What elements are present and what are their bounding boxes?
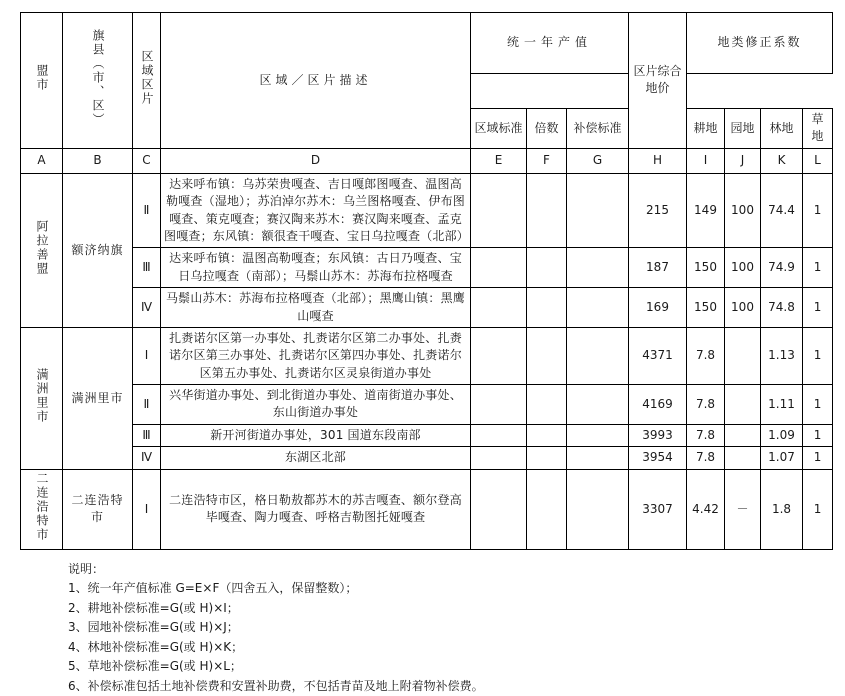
comprehensive-price-value: 169 (629, 288, 687, 328)
compensation-standard-value (567, 385, 629, 425)
zone-description: 扎赉诺尔区第一办事处、扎赉诺尔区第二办事处、扎赉诺尔区第三办事处、扎赉诺尔区第四办事处、扎赉诺尔区第五办事处、扎赉诺尔区灵泉街道办事处 (161, 327, 471, 384)
comprehensive-price-value: 187 (629, 248, 687, 288)
piece-code: Ⅰ (133, 469, 161, 549)
table-row (21, 173, 833, 248)
cultivated-coefficient: 7.8 (687, 327, 725, 384)
header-group-annual-output: 统一年产值 (471, 13, 629, 74)
forest-coefficient: 1.13 (761, 327, 803, 384)
table-row (21, 447, 833, 469)
forest-coefficient: 1.09 (761, 424, 803, 446)
header-forest-land: 林地 (761, 109, 803, 149)
multiplier-value (527, 288, 567, 328)
comprehensive-price-value: 3993 (629, 424, 687, 446)
table-row (21, 424, 833, 446)
garden-coefficient: 100 (725, 248, 761, 288)
cultivated-coefficient: 149 (687, 173, 725, 248)
forest-coefficient: 74.8 (761, 288, 803, 328)
grass-coefficient: 1 (803, 173, 833, 248)
header-multiplier: 倍数 (527, 109, 567, 149)
header-comprehensive-price: 区片综合地价 (629, 13, 687, 149)
city-alxa: 阿拉善盟 (21, 173, 63, 327)
letter-g: G (567, 148, 629, 173)
comprehensive-price-value: 3307 (629, 469, 687, 549)
note-item: 4、林地补偿标准=G(或 H)×K； (68, 639, 244, 654)
garden-coefficient (725, 424, 761, 446)
zone-description: 马鬃山苏木：苏海布拉格嘎查（北部）；黑鹰山镇：黑鹰山嘎查 (161, 288, 471, 328)
garden-coefficient (725, 327, 761, 384)
county-erenhot: 二连浩特市 (63, 469, 133, 549)
zone-description: 二连浩特市区，格日勒敖都苏木的苏吉嘎查、额尔登高毕嘎查、陶力嘎查、呼格吉勒图托娅嘎查 (161, 469, 471, 549)
compensation-standard-value (567, 469, 629, 549)
header-county: 旗县（市、区） (63, 13, 133, 149)
county-manzhouli: 满洲里市 (63, 327, 133, 469)
header-row-1 (21, 13, 833, 74)
garden-coefficient: 100 (725, 288, 761, 328)
letter-c: C (133, 148, 161, 173)
zone-standard-value (471, 327, 527, 384)
header-group-land-coefficient: 地类修正系数 (687, 13, 833, 74)
zone-description: 东湖区北部 (161, 447, 471, 469)
note-item: 1、统一年产值标准 G=E×F（四舍五入，保留整数）； (68, 581, 358, 596)
forest-coefficient: 1.07 (761, 447, 803, 469)
compensation-standard-value (567, 424, 629, 446)
cultivated-coefficient: 7.8 (687, 447, 725, 469)
piece-code: Ⅳ (133, 447, 161, 469)
header-cultivated-land: 耕地 (687, 109, 725, 149)
cultivated-coefficient: 150 (687, 288, 725, 328)
multiplier-value (527, 385, 567, 425)
city-manzhouli: 满洲里市 (21, 327, 63, 469)
letter-b: B (63, 148, 133, 173)
letter-h: H (629, 148, 687, 173)
forest-coefficient: 74.9 (761, 248, 803, 288)
comprehensive-price-value: 4169 (629, 385, 687, 425)
multiplier-value (527, 424, 567, 446)
compensation-standards-table (20, 12, 833, 550)
notes-title: 说明： (68, 562, 105, 577)
table-row (21, 385, 833, 425)
zone-standard-value (471, 469, 527, 549)
compensation-standard-value (567, 327, 629, 384)
garden-coefficient (725, 385, 761, 425)
garden-coefficient (725, 447, 761, 469)
table-row (21, 248, 833, 288)
letter-f: F (527, 148, 567, 173)
piece-code: Ⅰ (133, 327, 161, 384)
zone-standard-value (471, 288, 527, 328)
table-header (21, 13, 833, 174)
multiplier-value (527, 447, 567, 469)
comprehensive-price-value: 4371 (629, 327, 687, 384)
grass-coefficient: 1 (803, 288, 833, 328)
note-item: 5、草地补偿标准=G(或 H)×L； (68, 659, 242, 674)
header-zone-piece: 区域区片 (133, 13, 161, 149)
piece-code: Ⅳ (133, 288, 161, 328)
piece-code: Ⅲ (133, 424, 161, 446)
note-item: 2、耕地补偿标准=G(或 H)×I； (68, 600, 239, 615)
grass-coefficient: 1 (803, 447, 833, 469)
zone-description: 兴华街道办事处、到北街道办事处、道南街道办事处、东山街道办事处 (161, 385, 471, 425)
table-row (21, 288, 833, 328)
city-erenhot: 二连浩特市 (21, 469, 63, 549)
header-garden-land: 园地 (725, 109, 761, 149)
table-row (21, 469, 833, 549)
multiplier-value (527, 327, 567, 384)
zone-standard-value (471, 447, 527, 469)
piece-code: Ⅱ (133, 385, 161, 425)
letter-i: I (687, 148, 725, 173)
piece-code: Ⅲ (133, 248, 161, 288)
header-city: 盟市 (21, 13, 63, 149)
table-row (21, 327, 833, 384)
comprehensive-price-value: 215 (629, 173, 687, 248)
note-item: 3、园地补偿标准=G(或 H)×J； (68, 620, 239, 635)
cultivated-coefficient: 7.8 (687, 424, 725, 446)
notes-section (68, 560, 831, 696)
letter-a: A (21, 148, 63, 173)
multiplier-value (527, 248, 567, 288)
garden-coefficient: － (725, 469, 761, 549)
zone-standard-value (471, 424, 527, 446)
forest-coefficient: 1.11 (761, 385, 803, 425)
letter-l: L (803, 148, 833, 173)
header-zone-standard: 区域标准 (471, 109, 527, 149)
compensation-standard-value (567, 447, 629, 469)
zone-standard-value (471, 248, 527, 288)
forest-coefficient: 74.4 (761, 173, 803, 248)
header-compensation-standard: 补偿标准 (567, 109, 629, 149)
multiplier-value (527, 173, 567, 248)
zone-description: 达来呼布镇：温图高勒嘎查；东风镇：古日乃嘎查、宝日乌拉嘎查（南部）；马鬃山苏木：苏海布拉格嘎查 (161, 248, 471, 288)
piece-code: Ⅱ (133, 173, 161, 248)
letter-d: D (161, 148, 471, 173)
grass-coefficient: 1 (803, 248, 833, 288)
cultivated-coefficient: 150 (687, 248, 725, 288)
cultivated-coefficient: 7.8 (687, 385, 725, 425)
grass-coefficient: 1 (803, 424, 833, 446)
county-ejina: 额济纳旗 (63, 173, 133, 327)
zone-description: 达来呼布镇：乌苏荣贵嘎查、吉日嘎郎图嘎查、温图高勒嘎查（湿地）；苏泊淖尔苏木：乌兰图格嘎查、伊布图嘎查、策克嘎查；赛汉陶来苏木：赛汉陶来嘎查、孟克图嘎查；东风镇：额很查干嘎查、宝日乌拉嘎查（北部） (161, 173, 471, 248)
table-body (21, 173, 833, 549)
multiplier-value (527, 469, 567, 549)
grass-coefficient: 1 (803, 327, 833, 384)
cultivated-coefficient: 4.42 (687, 469, 725, 549)
letter-k: K (761, 148, 803, 173)
garden-coefficient: 100 (725, 173, 761, 248)
header-zone-description: 区域／区片描述 (161, 13, 471, 149)
letter-e: E (471, 148, 527, 173)
compensation-standard-value (567, 173, 629, 248)
forest-coefficient: 1.8 (761, 469, 803, 549)
header-grass-land: 草地 (803, 109, 833, 149)
column-letter-row (21, 148, 833, 173)
note-item: 6、补偿标准包括土地补偿费和安置补助费，不包括青苗及地上附着物补偿费。 (68, 678, 484, 693)
zone-standard-value (471, 173, 527, 248)
zone-description: 新开河街道办事处，301 国道东段南部 (161, 424, 471, 446)
zone-standard-value (471, 385, 527, 425)
compensation-standard-value (567, 248, 629, 288)
letter-j: J (725, 148, 761, 173)
grass-coefficient: 1 (803, 385, 833, 425)
comprehensive-price-value: 3954 (629, 447, 687, 469)
grass-coefficient: 1 (803, 469, 833, 549)
compensation-standard-value (567, 288, 629, 328)
